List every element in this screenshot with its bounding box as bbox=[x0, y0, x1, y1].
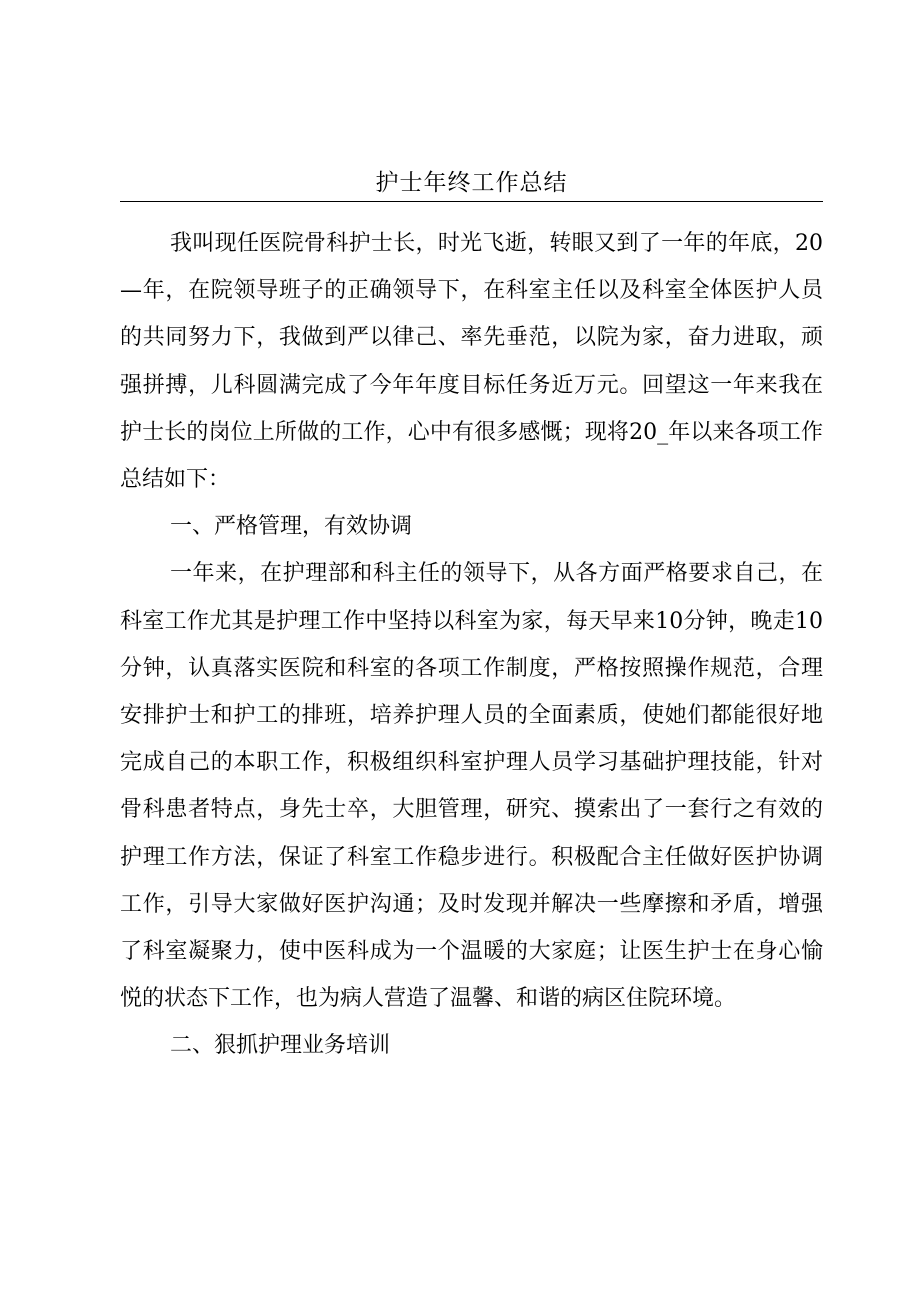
title-underline bbox=[120, 201, 823, 202]
document-title: 护士年终工作总结 bbox=[375, 170, 568, 196]
intro-paragraph: 我叫现任医院骨科护士长，时光飞逝，转眼又到了一年的年底，20—年，在院领导班子的正确领导下，在科室主任以及科室全体医护人员的共同努力下，我做到严以律己、率先垂范，以院为家，奋力进取，顽强拼搏，儿科圆满完成了今年年度目标任务近万元。回望这一年来我在护士长的岗位上所做的工作，心中有很多感慨；现将20_年以来各项工作总结如下： bbox=[120, 231, 823, 493]
section-2-heading: 二、狠抓护理业务培训 bbox=[170, 1033, 391, 1059]
section-1-paragraph: 一年来，在护理部和科主任的领导下，从各方面严格要求自己，在科室工作尤其是护理工作中坚持以科室为家，每天早来10分钟，晚走10分钟，认真落实医院和科室的各项工作制度，严格按照操作规范，合理安排护士和护工的排班，培养护理人员的全面素质，使她们都能很好地完成自己的本职工作，积极组织科室护理人员学习基础护理技能，针对骨科患者特点，身先士卒，大胆管理，研究、摸索出了一套行之有效的护理工作方法，保证了科室工作稳步进行。积极配合主任做好医护协调工作，引导大家做好医护沟通；及时发现并解决一些摩擦和矛盾，增强了科室凝聚力，使中医科成为一个温暖的大家庭；让医生护士在身心愉悦的状态下工作，也为病人营造了温馨、和谐的病区住院环境。 bbox=[120, 561, 823, 1012]
document-body bbox=[120, 220, 823, 1070]
section-1-heading: 一、严格管理，有效协调 bbox=[170, 514, 413, 540]
